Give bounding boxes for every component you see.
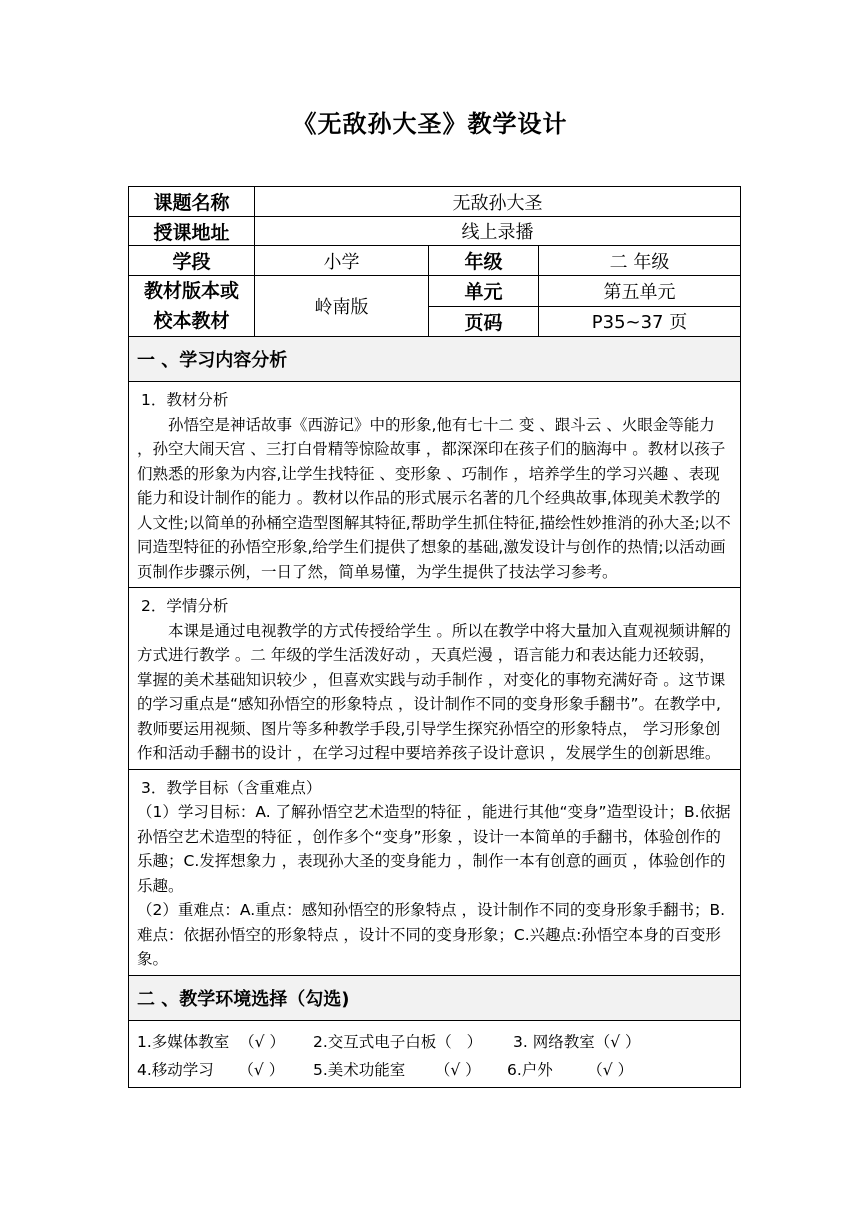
option-outdoor: 6.户外 （√ ） [507, 1060, 634, 1079]
unit-label: 单元 [429, 276, 539, 307]
row-stage-grade [129, 246, 741, 276]
environment-line-1 [137, 1027, 732, 1055]
textbook-text: 孙悟空是神话故事《西游记》中的形象,他有七十二 变 、跟斗云 、火眼金等能力 ，孙空大闹天宫 、三打白骨精等惊险故事 ，都深深印在孩子们的脑海中 。教材以孩子们熟悉的形象为内容,让学生找特征 、变形象 、巧制作 ，培养学生的学习兴趣 、表现能力和设计制作的能力 。教材以作品的形式展示名著的几个经典故事,体现美术教学的人文性;以简单的孙桶空造型图解其特征,帮助学生抓住特征,描绘性妙推消的孙大圣;以不同造型特征的孙悟空形象,给学生们提供了想象的基础,激发设计与创作的热情;以活动画页制作步骤示例，一日了然，简单易懂，为学生提供了技法学习参考。 [137, 415, 731, 581]
environment-options [129, 1020, 741, 1087]
row-edition-unit [129, 276, 741, 307]
learner-heading: 2．学情分析 [141, 597, 229, 615]
option-network-room: 3. 网络教室（√ ） [513, 1032, 641, 1051]
row-section2-title [129, 975, 741, 1020]
page-label: 页码 [429, 306, 539, 337]
option-interactive-whiteboard: 2.交互式电子白板（ ） [313, 1032, 483, 1051]
course-name-label: 课题名称 [129, 187, 255, 217]
grade-value: 二 年级 [539, 246, 741, 276]
edition-value: 岭南版 [255, 276, 429, 337]
goals-heading: 3．教学目标（含重难点） [141, 778, 322, 797]
section2-title: 二 、教学环境选择（勾选) [129, 975, 741, 1020]
course-name-value: 无敌孙大圣 [255, 187, 741, 217]
row-teaching-goals [129, 769, 741, 975]
location-value: 线上录播 [255, 217, 741, 246]
edition-label-line2: 校本教材 [153, 310, 230, 332]
row-environment-options [129, 1020, 741, 1087]
edition-label [129, 276, 255, 337]
edition-label-line1: 教材版本或 [143, 280, 239, 302]
row-course-name [129, 187, 741, 217]
section1-title: 一 、学习内容分析 [129, 337, 741, 382]
goal-key-points: （2）重难点：A.重点：感知孙悟空的形象特点 ，设计制作不同的变身形象手翻书；B.难点：依据孙悟空的形象特点 ，设计不同的变身形象；C.兴趣点:孙悟空本身的百变形象。 [137, 901, 726, 968]
location-label: 授课地址 [129, 217, 255, 246]
page-value: P35~37 页 [539, 306, 741, 337]
option-art-room: 5.美术功能室 （√ ） [313, 1060, 481, 1079]
row-location [129, 217, 741, 246]
row-section1-title [129, 337, 741, 382]
textbook-analysis [129, 382, 741, 588]
learner-analysis [129, 588, 741, 770]
lesson-plan-table [128, 186, 741, 1088]
option-multimedia-room: 1.多媒体教室 （√ ） [137, 1032, 285, 1051]
goal-learning: （1）学习目标：A. 了解孙悟空艺术造型的特征 ，能进行其他“变身”造型设计；B.依据孙悟空艺术造型的特征 ，创作多个“变身”形象 ，设计一本简单的手翻书，体验创作的乐趣；C.发挥想象力 ，表现孙大圣的变身能力 ，制作一本有创意的画页 ，体验创作的乐趣。 [137, 803, 731, 895]
unit-value: 第五单元 [539, 276, 741, 307]
document-title: 《无敌孙大圣》教学设计 [292, 110, 568, 138]
row-textbook-analysis [129, 382, 741, 588]
learner-text: 本课是通过电视教学的方式传授给学生 。所以在教学中将大量加入直观视频讲解的方式进行教学 。二 年级的学生活泼好动 ，天真烂漫 ，语言能力和表达能力还较弱， 掌握的美术基础知识较少 ，但喜欢实践与动手制作 ，对变化的事物充满好奇 。这节课的学习重点是“感知孙悟空的形象特点 ，设计制作不同的变身形象手翻书”。在教学中,教师要运用视频、图片等多种教学手段,引导学生探究孙悟空的形象特点， 学习形象创作和活动手翻书的设计 ，在学习过程中要培养孩子设计意识 ，发展学生的创新思维。 [137, 621, 731, 762]
textbook-heading: 1．教材分析 [141, 391, 229, 409]
option-mobile-learning: 4.移动学习 （√ ） [137, 1060, 285, 1079]
stage-value: 小学 [255, 246, 429, 276]
row-learner-analysis [129, 588, 741, 770]
stage-label: 学段 [129, 246, 255, 276]
grade-label: 年级 [429, 246, 539, 276]
environment-line-2 [137, 1055, 732, 1083]
teaching-goals [129, 769, 741, 975]
